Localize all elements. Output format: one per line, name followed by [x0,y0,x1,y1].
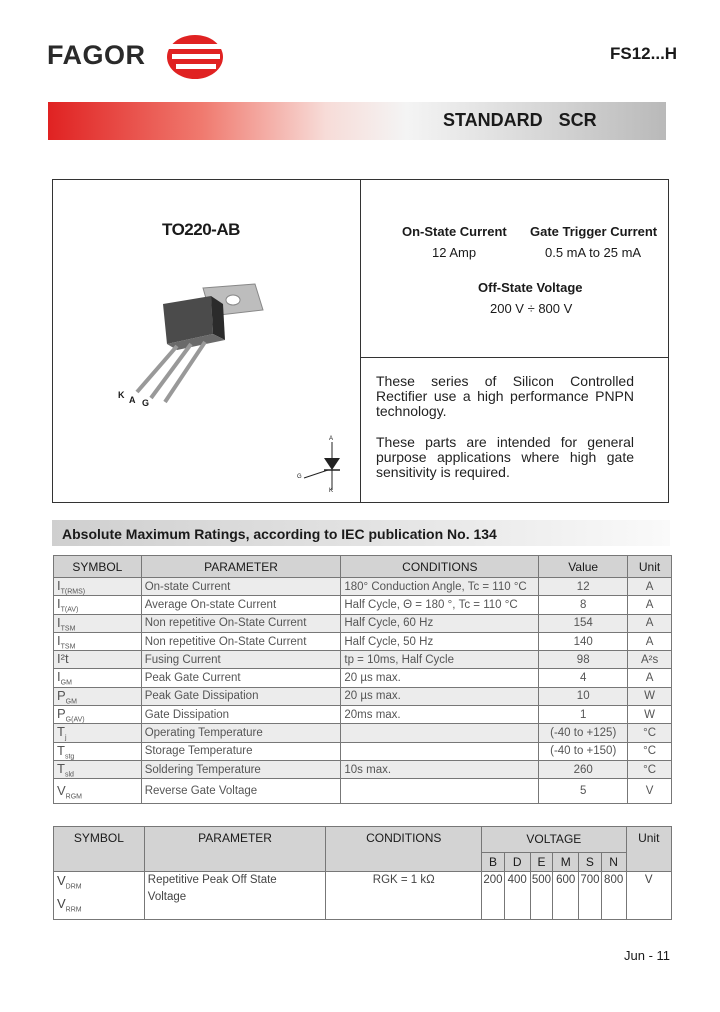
conditions-cell: tp = 10ms, Half Cycle [341,651,539,669]
header-conditions: CONDITIONS [326,827,482,872]
conditions-cell [341,742,539,760]
scr-symbol-icon [300,436,350,496]
parameter-cell: Storage Temperature [141,742,341,760]
symbol-cell: $V_{RGM}$ [54,779,142,804]
unit-cell: V [628,779,672,804]
symbol-cell: $T_j$ [54,724,142,742]
value-cell: 1 [539,706,628,724]
on-state-value: 12 Amp [432,245,477,260]
package-name: TO220-AB [162,220,240,239]
parameter-cell: Peak Gate Dissipation [141,687,341,705]
symbol-cell: $P_{G(AV)}$ [54,706,142,724]
parameter-cell: Operating Temperature [141,724,341,742]
table-row [54,779,672,804]
page-title: STANDARD SCR [443,110,597,130]
symbol-cell: $P_{GM}$ [54,687,142,705]
parameter-cell: Reverse Gate Voltage [141,779,341,804]
table-header-row [54,556,672,578]
unit-cell: A [628,578,672,596]
header-parameter: PARAMETER [141,556,341,578]
brand-logo-text: FAGOR [47,40,146,70]
parameter-cell: Average On-state Current [141,596,341,614]
conditions-cell: Half Cycle, Θ = 180 °, Tc = 110 °C [341,596,539,614]
parameter-cell: Non repetitive On-State Current [141,614,341,632]
section-title: Absolute Maximum Ratings, according to IEC publication No. 134 [62,526,497,542]
voltage-m: 600 [553,872,579,920]
gate-trigger-value: 0.5 mA to 25 mA [545,245,642,260]
table-row [54,651,672,669]
grade-s: S [579,852,602,871]
description-paragraph-1: These series of Silicon Controlled Rectifier use a high performance PNPN technology. [376,373,634,419]
header-unit: Unit [628,556,672,578]
to220-package-image [125,282,265,412]
unit-cell: A²s [628,651,672,669]
unit-cell: °C [628,724,672,742]
table-row [54,687,672,705]
parameter-cell: Repetitive Peak Off State Voltage [144,872,326,920]
conditions-cell: Half Cycle, 60 Hz [341,614,539,632]
conditions-cell [341,779,539,804]
symbol-cell: $T_{stg}$ [54,742,142,760]
part-number: FS12...H [610,44,678,63]
value-cell: 154 [539,614,628,632]
conditions-cell [341,724,539,742]
off-state-label: Off-State Voltage [478,280,583,295]
symbol-cell: $I_{T(RMS)}$ [54,578,142,596]
cathode-label: K [329,488,334,494]
value-cell: (-40 to +125) [539,724,628,742]
symbol-cell: I²t [54,651,142,669]
pin-label-a: A [129,395,136,405]
gate-label: G [297,474,302,480]
voltage-b: 200 [482,872,505,920]
pin-label-g: G [142,398,150,408]
table-row [54,742,672,760]
unit-cell: A [628,614,672,632]
table-header-row [54,827,672,853]
symbol-cell: $I_{T(AV)}$ [54,596,142,614]
grade-d: D [504,852,530,871]
unit-cell: A [628,596,672,614]
voltage-s: 700 [579,872,602,920]
voltage-d: 400 [504,872,530,920]
grade-m: M [553,852,579,871]
table-row [54,669,672,687]
value-cell: 140 [539,632,628,650]
value-cell: 98 [539,651,628,669]
unit-cell: W [628,687,672,705]
table-row [54,596,672,614]
conditions-cell: 10s max. [341,760,539,778]
conditions-cell: 180° Conduction Angle, Tc = 110 °C [341,578,539,596]
voltage-table [53,826,672,920]
unit-cell: °C [628,760,672,778]
table-row [54,872,672,920]
divider [360,179,361,503]
table-row [54,724,672,742]
header-voltage: VOLTAGE [482,827,626,853]
parameter-cell: Fusing Current [141,651,341,669]
value-cell: 10 [539,687,628,705]
table-row [54,614,672,632]
parameter-cell: On-state Current [141,578,341,596]
grade-b: B [482,852,505,871]
voltage-e: 500 [530,872,553,920]
header-conditions: CONDITIONS [341,556,539,578]
conditions-cell: RGK = 1 kΩ [326,872,482,920]
header-symbol: SYMBOL [54,827,145,872]
value-cell: 12 [539,578,628,596]
description-paragraph-2: These parts are intended for general purpose applications where high gate sensitivity is required. [376,434,634,480]
ratings-table [53,555,672,804]
symbol-cell: $I_{GM}$ [54,669,142,687]
unit-cell: W [628,706,672,724]
parameter-cell: Non repetitive On-State Current [141,632,341,650]
value-cell: 260 [539,760,628,778]
grade-n: N [601,852,626,871]
off-state-value: 200 V ÷ 800 V [490,301,573,316]
parameter-cell: Gate Dissipation [141,706,341,724]
symbol-cell: $V_{DRM}$ $V_{RRM}$ [54,872,145,920]
on-state-label: On-State Current [402,224,507,239]
header-unit: Unit [626,827,671,872]
conditions-cell: 20 µs max. [341,687,539,705]
fagor-logo-icon [166,34,224,80]
grade-e: E [530,852,553,871]
unit-cell: A [628,669,672,687]
header-value: Value [539,556,628,578]
table-row [54,706,672,724]
pin-label-k: K [118,390,125,400]
table-row [54,632,672,650]
value-cell: 8 [539,596,628,614]
unit-cell: V [626,872,671,920]
symbol-cell: $I_{TSM}$ [54,632,142,650]
symbol-cell: $I_{TSM}$ [54,614,142,632]
divider [360,357,669,358]
symbol-cell: $T_{sld}$ [54,760,142,778]
parameter-cell: Peak Gate Current [141,669,341,687]
header-parameter: PARAMETER [144,827,326,872]
value-cell: (-40 to +150) [539,742,628,760]
value-cell: 4 [539,669,628,687]
anode-label: A [329,436,334,442]
parameter-cell: Soldering Temperature [141,760,341,778]
gate-trigger-label: Gate Trigger Current [530,224,658,239]
footer-date: Jun - 11 [624,948,671,963]
value-cell: 5 [539,779,628,804]
unit-cell: A [628,632,672,650]
unit-cell: °C [628,742,672,760]
table-row [54,578,672,596]
voltage-n: 800 [601,872,626,920]
conditions-cell: 20ms max. [341,706,539,724]
conditions-cell: Half Cycle, 50 Hz [341,632,539,650]
conditions-cell: 20 µs max. [341,669,539,687]
header-symbol: SYMBOL [54,556,142,578]
table-row [54,760,672,778]
